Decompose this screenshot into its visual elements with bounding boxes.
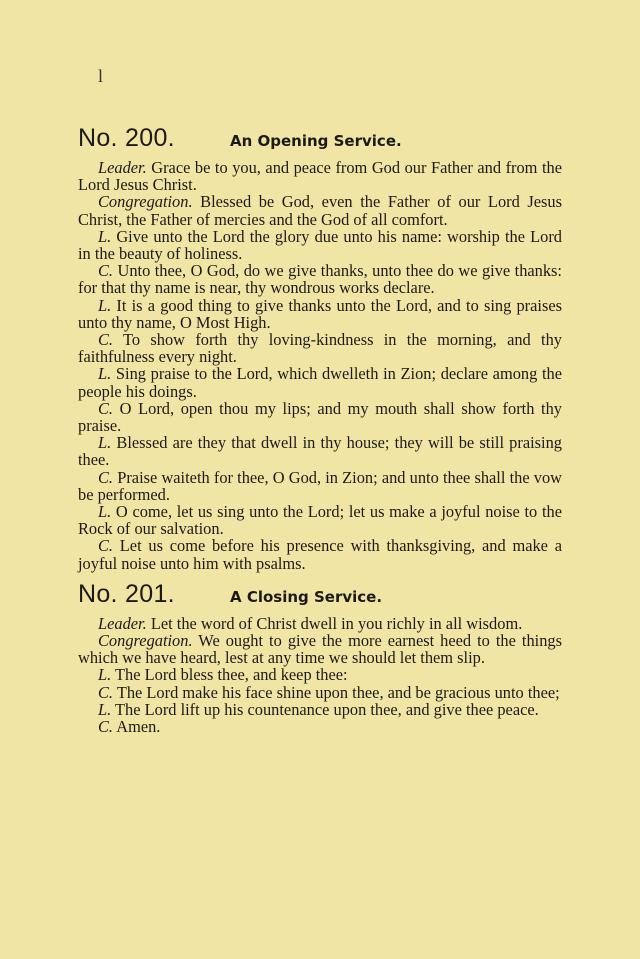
speaker-label: C.: [98, 467, 114, 487]
responsive-line: [78, 684, 562, 701]
section-number: No. 200.: [78, 124, 175, 152]
speaker-label: C.: [98, 398, 114, 418]
line-text: Let the word of Christ dwell in you richly in all wisdom.: [150, 613, 523, 633]
responsive-line: [78, 365, 562, 399]
speaker-label: Congregation.: [98, 192, 193, 212]
line-text: Sing praise to the Lord, which dwelleth in Zion; declare among the people his doings.: [78, 364, 562, 401]
responsive-line: [78, 159, 562, 193]
responsive-line: [78, 537, 562, 571]
line-text: Praise waiteth for thee, O God, in Zion; and unto thee shall the vow be performed.: [78, 467, 563, 504]
line-text: Blessed be God, even the Father of our Lord Jesus Christ, the Father of mercies and the God of all comfort.: [78, 192, 562, 229]
line-text: Unto thee, O God, do we give thanks, unto thee do we give thanks: for that thy name is near, thy wondrous works declare.: [78, 261, 562, 298]
responsive-line: [78, 400, 562, 434]
responsive-line: [78, 469, 562, 503]
responsive-line: [78, 666, 562, 683]
speaker-label: L.: [98, 226, 112, 246]
responsive-line: [78, 262, 562, 296]
speaker-label: Leader.: [98, 613, 147, 633]
responsive-line: [78, 297, 562, 331]
line-text: Blessed are they that dwell in thy house; they will be still praising thee.: [78, 433, 562, 470]
responsive-line: [78, 331, 562, 365]
speaker-label: Leader.: [98, 158, 147, 177]
responsive-line: [78, 193, 562, 227]
line-text: O Lord, open thou my lips; and my mouth shall show forth thy praise.: [78, 398, 562, 436]
section-heading: [78, 124, 562, 153]
responsive-line: [78, 615, 562, 632]
responsive-line: [78, 701, 562, 718]
speaker-label: C.: [98, 536, 114, 556]
section-200: [78, 124, 562, 572]
line-text: O come, let us sing unto the Lord; let us make a joyful noise to the Rock of our salvation.: [78, 502, 562, 539]
speaker-label: C.: [98, 717, 114, 737]
section-201: [78, 580, 562, 735]
line-text: Amen.: [116, 717, 161, 737]
responsive-line: [78, 718, 562, 735]
speaker-label: C.: [98, 261, 114, 281]
responsive-line: [78, 434, 562, 468]
line-text: Let us come before his presence with thanksgiving, and make a joyful noise unto him with psalms.: [78, 536, 562, 573]
section-title: A Closing Service.: [230, 587, 383, 606]
line-text: Grace be to you, and peace from God our Father and from the Lord Jesus Christ.: [78, 158, 562, 195]
speaker-label: Congregation.: [98, 631, 193, 651]
responsive-line: [78, 228, 562, 262]
speaker-label: C.: [98, 330, 114, 350]
speaker-label: L.: [98, 433, 112, 453]
line-text: The Lord lift up his countenance upon thee, and give thee peace.: [115, 699, 539, 719]
section-title: An Opening Service.: [230, 132, 402, 150]
line-text: We ought to give the more earnest heed to the things which we have heard, lest at any time we should let them slip.: [78, 631, 562, 668]
section-number: No. 201.: [78, 579, 175, 608]
speaker-label: L.: [98, 502, 112, 522]
line-text: It is a good thing to give thanks unto the Lord, and to sing praises unto thy name, O Most High.: [78, 295, 562, 332]
line-text: To show forth thy loving-kindness in the morning, and thy faithfulness every night.: [78, 330, 562, 367]
line-text: The Lord make his face shine upon thee, and be gracious unto thee;: [116, 682, 560, 702]
speaker-label: C.: [98, 682, 114, 702]
speaker-label: L.: [98, 699, 112, 719]
responsive-line: [78, 632, 562, 666]
page-mark: l: [98, 66, 104, 86]
line-text: Give unto the Lord the glory due unto his name: worship the Lord in the beauty of holiness.: [78, 226, 562, 264]
line-text: The Lord bless thee, and keep thee:: [115, 665, 348, 685]
responsive-line: [78, 503, 562, 537]
speaker-label: L.: [98, 665, 112, 685]
page-content: [78, 60, 562, 735]
speaker-label: L.: [98, 295, 112, 315]
speaker-label: L.: [98, 364, 112, 384]
section-heading: [78, 580, 562, 609]
